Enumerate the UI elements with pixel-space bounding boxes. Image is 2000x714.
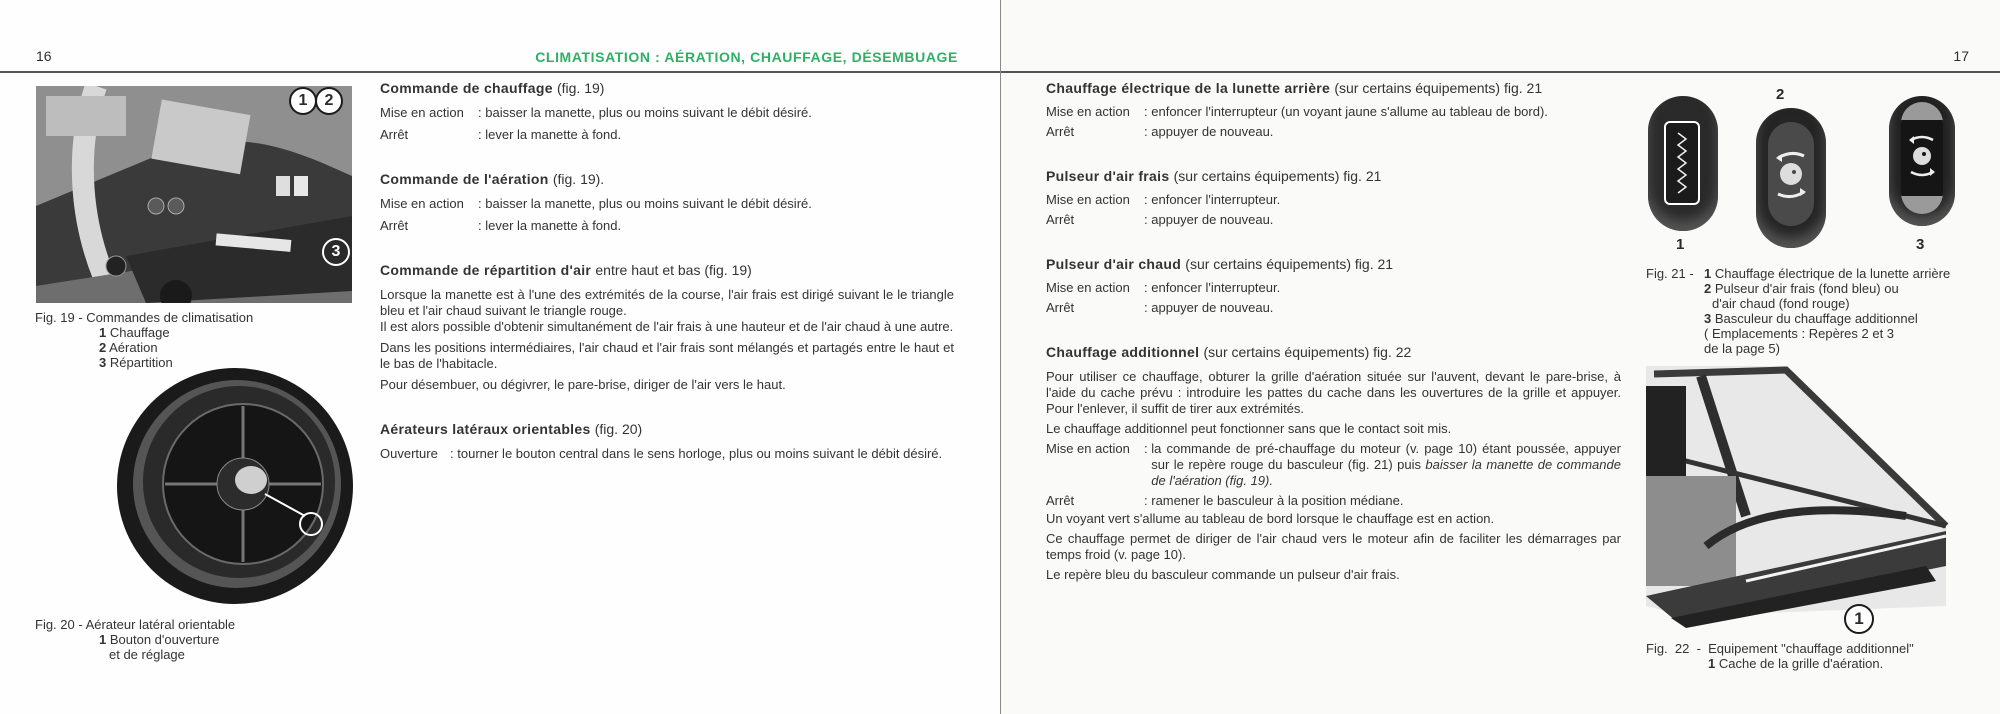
paragraph: Il est alors possible d'obtenir simultanément de l'air frais à une hauteur et de l'air chaud à une autre. [380, 319, 954, 334]
section-commande-chauffage [380, 80, 954, 143]
fig19-dashboard-image [36, 86, 352, 303]
fan-icon [1768, 122, 1814, 226]
right-text-column [1046, 80, 1621, 583]
caption-prefix: Fig. 21 - [1646, 266, 1694, 281]
paragraph: Lorsque la manette est à l'une des extrémités de la course, l'air frais est dirigé suivant le le triangle bleu et l'air chaud suivant le triangle rouge. [380, 287, 954, 318]
header-rule [0, 71, 1000, 73]
item-label: de la page 5) [1704, 341, 1780, 356]
row-label: Arrêt [1046, 300, 1075, 315]
section-heading [1046, 344, 1621, 360]
instruction-row [380, 218, 954, 234]
fig20-vent-image [115, 366, 355, 606]
item-number: 2 [99, 340, 107, 355]
section-repartition-air [380, 262, 954, 393]
switch-label-2: 2 [1776, 86, 1785, 103]
heading-bold: Pulseur d'air chaud [1046, 256, 1182, 272]
heading-ref: (sur certains équipements) fig. 21 [1334, 80, 1543, 96]
zigzag-heater-icon [1664, 121, 1700, 205]
heading-bold: Commande de répartition d'air [380, 262, 592, 278]
row-label: Mise en action [380, 196, 464, 211]
row-sep: : [1144, 300, 1148, 315]
section-chauffage-additionnel [1046, 344, 1621, 583]
item-number: 1 [1704, 266, 1712, 281]
row-text: appuyer de nouveau. [1151, 124, 1274, 139]
paragraph: Le chauffage additionnel peut fonctionner sans que le contact soit mis. [1046, 421, 1452, 436]
row-sep: : [1144, 212, 1148, 227]
section-heading [1046, 168, 1621, 184]
heading-ref: (fig. 20) [594, 421, 643, 437]
fig22-caption [1646, 641, 1996, 671]
section-heading [380, 421, 954, 437]
item-label: Cache de la grille d'aération. [1718, 656, 1884, 671]
switch-rear-window-heater [1648, 96, 1718, 231]
instruction-row [1046, 300, 1621, 316]
switch-label-1: 1 [1676, 236, 1685, 253]
fig21-caption-line [1646, 266, 1996, 281]
item-label: Bouton d'ouverture [109, 632, 220, 647]
item-number: 1 [99, 325, 107, 340]
heading-bold: Pulseur d'air frais [1046, 168, 1170, 184]
item-label: et de réglage [109, 647, 185, 662]
section-aerateurs-lateraux [380, 421, 954, 462]
fig19-photo [36, 86, 352, 303]
fig19-caption-item [35, 340, 253, 355]
row-text: enfoncer l'interrupteur. [1151, 192, 1281, 207]
paragraph: Le repère bleu du basculeur commande un pulseur d'air frais. [1046, 567, 1400, 582]
section-heading [1046, 256, 1621, 272]
row-sep: : [478, 218, 482, 233]
row-label: Ouverture [380, 446, 438, 461]
fig21-caption-line [1646, 281, 1996, 296]
heading-ref: entre haut et bas (fig. 19) [595, 262, 752, 278]
row-text: baisser la manette, plus ou moins suivant le débit désiré. [485, 105, 812, 120]
heading-ref: (sur certains équipements) fig. 22 [1203, 344, 1412, 360]
fig19-caption [35, 310, 253, 370]
paragraph: Un voyant vert s'allume au tableau de bord lorsque le chauffage est en action. [1046, 511, 1495, 526]
row-label: Arrêt [1046, 212, 1075, 227]
heading-bold: Commande de chauffage [380, 80, 553, 96]
row-label: Mise en action [1046, 192, 1130, 207]
fig19-callout-2: 2 [315, 87, 343, 115]
instruction-row [380, 127, 954, 143]
switch-additional-heater-rocker [1889, 96, 1955, 226]
heading-ref: (sur certains équipements) fig. 21 [1185, 256, 1394, 272]
heading-bold: Commande de l'aération [380, 171, 549, 187]
instruction-row [380, 446, 954, 462]
row-sep: : [478, 105, 482, 120]
row-text: enfoncer l'interrupteur (un voyant jaune s'allume au tableau de bord). [1151, 104, 1548, 119]
switch-air-blower [1756, 108, 1826, 248]
item-number: 3 [99, 355, 107, 370]
row-sep: : [450, 446, 454, 461]
row-sep: : [478, 127, 482, 142]
item-label: Répartition [109, 355, 173, 370]
item-label: ( Emplacements : Repères 2 et 3 [1704, 326, 1895, 341]
section-heading [380, 171, 954, 187]
heading-ref: (sur certains équipements) fig. 21 [1173, 168, 1382, 184]
fig20-photo [115, 366, 355, 606]
section-pulseur-air-frais [1046, 168, 1621, 228]
fig22-callout-1: 1 [1844, 604, 1874, 634]
section-heading [1046, 80, 1621, 96]
item-label: Pulseur d'air frais (fond bleu) ou [1714, 281, 1899, 296]
fig20-caption-item [35, 632, 235, 647]
row-text: enfoncer l'interrupteur. [1151, 280, 1281, 295]
row-label: Arrêt [380, 127, 409, 142]
fig21-caption-line [1646, 296, 1996, 311]
row-text: ramener le basculeur à la position médiane. [1151, 493, 1404, 508]
left-text-column [380, 80, 954, 462]
fig19-caption-item [35, 325, 253, 340]
fig21-caption-line [1646, 341, 1996, 356]
row-text: tourner le bouton central dans le sens horloge, plus ou moins suivant le débit désiré. [457, 446, 943, 461]
switch-label-3: 3 [1916, 236, 1925, 253]
item-number: 2 [1704, 281, 1712, 296]
item-label: Chauffage électrique de la lunette arrière [1714, 266, 1951, 281]
fig21-switches [1646, 86, 1986, 258]
instruction-row [380, 196, 954, 212]
fig22-caption-item [1646, 656, 1996, 671]
row-text: appuyer de nouveau. [1151, 300, 1274, 315]
fig19-callout-3: 3 [322, 238, 350, 266]
row-sep: : [1144, 192, 1148, 207]
item-number: 1 [99, 632, 107, 647]
section-lunette-arriere [1046, 80, 1621, 140]
item-number: 3 [1704, 311, 1712, 326]
row-label: Mise en action [1046, 104, 1130, 119]
row-sep: : [1144, 493, 1148, 508]
item-label: Chauffage [109, 325, 170, 340]
row-sep: : [1144, 441, 1148, 456]
row-label: Arrêt [380, 218, 409, 233]
fig20-caption [35, 617, 235, 662]
paragraph: Pour désembuer, ou dégivrer, le pare-brise, diriger de l'air vers le haut. [380, 377, 786, 392]
instruction-row [1046, 493, 1621, 509]
paragraph: Dans les positions intermédiaires, l'air chaud et l'air frais sont mélangés et partagés entre le haut et le bas de l'habitacle. [380, 340, 954, 371]
heading-ref: (fig. 19). [552, 171, 605, 187]
row-text [1151, 441, 1621, 489]
fig19-caption-title: Fig. 19 - Commandes de climatisation [35, 310, 254, 325]
fig21-caption [1646, 266, 1996, 356]
chapter-title: CLIMATISATION : AÉRATION, CHAUFFAGE, DÉSEMBUAGE [535, 49, 958, 65]
heading-bold: Chauffage électrique de la lunette arrière [1046, 80, 1331, 96]
row-text: lever la manette à fond. [485, 127, 622, 142]
row-text: lever la manette à fond. [485, 218, 622, 233]
right-page [1001, 0, 2000, 714]
item-label: Aération [109, 340, 158, 355]
row-text: baisser la manette, plus ou moins suivant le débit désiré. [485, 196, 812, 211]
section-heading [380, 80, 954, 96]
instruction-row [1046, 104, 1621, 120]
instruction-row [380, 105, 954, 121]
action-italic-text: baisser la manette de commande de l'aération (fig. 19). [1151, 457, 1621, 488]
row-sep: : [478, 196, 482, 211]
heading-bold: Aérateurs latéraux orientables [380, 421, 591, 437]
section-commande-aeration [380, 171, 954, 234]
row-label: Mise en action [380, 105, 464, 120]
heading-ref: (fig. 19) [556, 80, 605, 96]
row-sep: : [1144, 124, 1148, 139]
row-label: Mise en action [1046, 441, 1130, 456]
section-pulseur-air-chaud [1046, 256, 1621, 316]
row-label: Arrêt [1046, 493, 1075, 508]
paragraph: Ce chauffage permet de diriger de l'air chaud vers le moteur afin de faciliter les démarrages par temps froid (v. page 10). [1046, 531, 1621, 562]
heading-bold: Chauffage additionnel [1046, 344, 1200, 360]
fig19-callout-1: 1 [289, 87, 317, 115]
instruction-row [1046, 441, 1621, 489]
row-text: appuyer de nouveau. [1151, 212, 1274, 227]
instruction-row [1046, 280, 1621, 296]
section-heading [380, 262, 954, 278]
fig21-caption-line [1646, 326, 1996, 341]
fig20-caption-title: Fig. 20 - Aérateur latéral orientable [35, 617, 236, 632]
fig22-windshield-image [1646, 366, 1956, 638]
fig21-caption-line [1646, 311, 1996, 326]
row-label: Arrêt [1046, 124, 1075, 139]
row-sep: : [1144, 104, 1148, 119]
page-number: 16 [36, 48, 52, 64]
item-number: 1 [1708, 656, 1716, 671]
instruction-row [1046, 212, 1621, 228]
action-text: la commande de pré-chauffage du moteur (v. page 10) étant poussée, appuyer sur le repère rouge du basculeur (fig. 21) puis [1151, 441, 1621, 472]
fig20-caption-item [35, 647, 235, 662]
fig22-caption-title: Fig. 22 - Equipement "chauffage additionnel" [1646, 641, 1914, 656]
instruction-row [1046, 124, 1621, 140]
instruction-row [1046, 192, 1621, 208]
item-label: d'air chaud (fond rouge) [1712, 296, 1850, 311]
page-number: 17 [1953, 48, 1969, 64]
fan-rocker-icon [1901, 102, 1943, 214]
paragraph: Pour utiliser ce chauffage, obturer la grille d'aération située sur l'auvent, devant le pare-brise, à l'aide du cache prévu : introduire les pattes du cache dans les ouvertures de la grille et appuyer. Pour l'enlever, il suffit de tirer aux extrémités. [1046, 369, 1621, 416]
row-label: Mise en action [1046, 280, 1130, 295]
item-label: Basculeur du chauffage additionnel [1714, 311, 1918, 326]
row-sep: : [1144, 280, 1148, 295]
header-rule [1001, 71, 2000, 73]
fig22-photo [1646, 366, 1956, 638]
